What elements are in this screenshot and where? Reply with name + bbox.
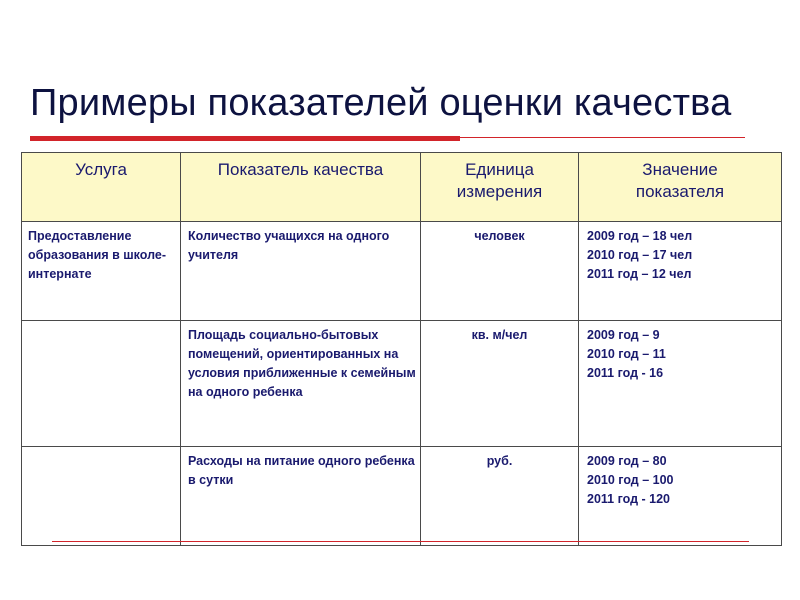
value-line: 2011 год - 120 [587,492,671,506]
value-line: 2010 год – 100 [587,473,674,487]
cell-unit: руб. [421,447,579,546]
cell-indicator: Количество учащихся на одного учителя [181,222,421,321]
table-row [22,222,782,321]
cell-service: Предоставление образования в школе-интернате [22,222,181,321]
cell-service [22,321,181,447]
table-row [22,321,782,447]
cell-values [579,222,782,321]
table-header-row [22,153,782,222]
page-title: Примеры показателей оценки качества [30,82,732,124]
value-line: 2010 год – 17 чел [587,248,693,262]
footer-rule [52,541,749,542]
column-header-indicator: Показатель качества [181,153,421,222]
value-line: 2009 год – 80 [587,454,667,468]
title-underline-thick [30,136,460,141]
value-line: 2011 год - 16 [587,366,664,380]
cell-values [579,321,782,447]
cell-indicator: Площадь социально-бытовых помещений, ориентированных на условия приближенные к семейным на одного ребенка [181,321,421,447]
cell-unit: человек [421,222,579,321]
column-header-unit: Единица измерения [421,153,579,222]
value-line: 2009 год – 18 чел [587,229,693,243]
value-line: 2011 год – 12 чел [587,267,692,281]
cell-values [579,447,782,546]
column-header-service: Услуга [22,153,181,222]
cell-unit: кв. м/чел [421,321,579,447]
value-line: 2009 год – 9 [587,328,660,342]
title-underline-thin [460,137,745,138]
table-row [22,447,782,546]
cell-indicator: Расходы на питание одного ребенка в сутки [181,447,421,546]
cell-service [22,447,181,546]
column-header-value: Значение показателя [579,153,782,222]
value-line: 2010 год – 11 [587,347,666,361]
quality-indicators-table [21,152,782,546]
